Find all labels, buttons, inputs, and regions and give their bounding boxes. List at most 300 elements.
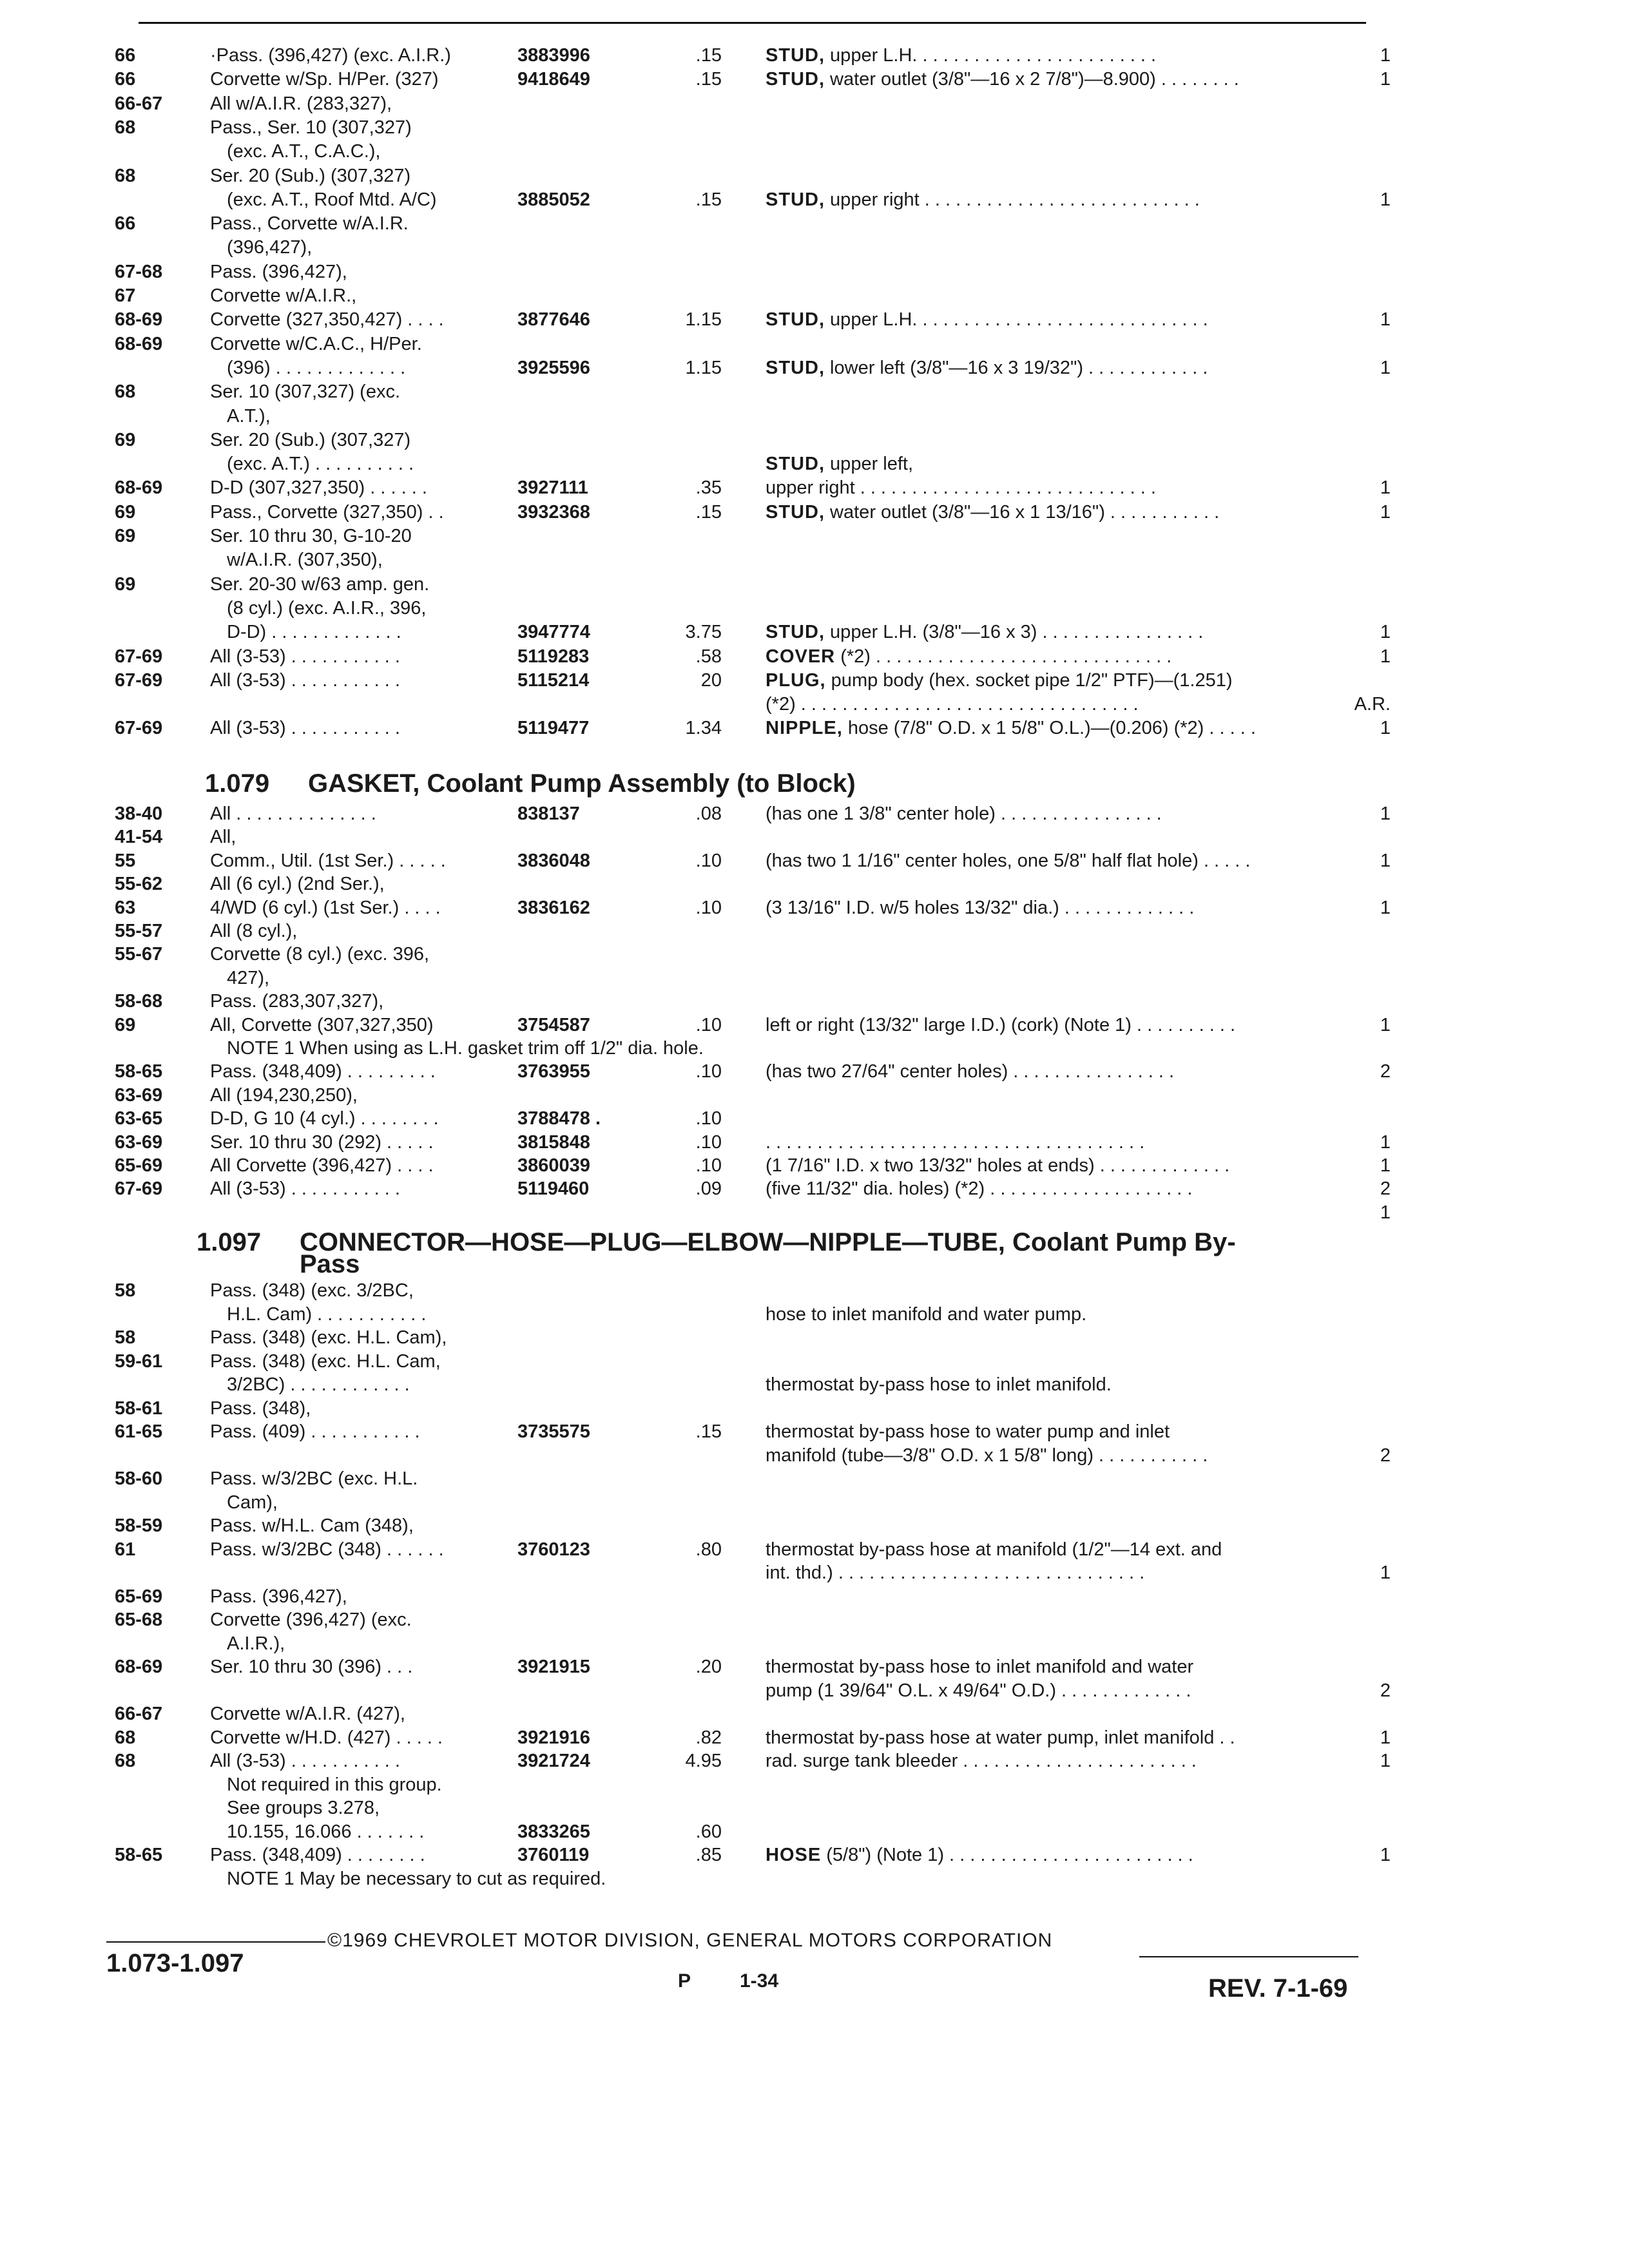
year-range: 68-69: [115, 309, 163, 331]
description: [766, 802, 1162, 825]
quantity: 1: [1380, 357, 1391, 378]
catalog-row: [0, 68, 1629, 91]
description-keyword: STUD,: [766, 309, 825, 331]
catalog-row: [0, 405, 1629, 428]
application: All . . . . . . . . . . . . . .: [210, 803, 376, 824]
application: A.I.R.),: [227, 1633, 285, 1654]
year-range: 66-67: [115, 1704, 163, 1724]
catalog-row: [0, 1843, 1629, 1867]
part-number: 3836162: [517, 897, 590, 918]
description: [766, 1655, 1193, 1678]
part-number: 3760119: [517, 1845, 590, 1865]
year-range: 69: [115, 501, 136, 523]
application: Ser. 10 thru 30, G-10-20: [210, 526, 412, 546]
application: Pass. (348) (exc. H.L. Cam),: [210, 1327, 447, 1348]
part-number: 3921916: [517, 1727, 590, 1748]
year-range: 66-67: [115, 93, 163, 114]
section-number: 1.079: [205, 769, 270, 798]
section-title: CONNECTOR—HOSE—PLUG—ELBOW—NIPPLE—TUBE, Coolant Pump By-: [300, 1228, 1236, 1256]
price: .20: [695, 1657, 722, 1677]
catalog-row: [0, 356, 1629, 380]
application: Pass. w/H.L. Cam (348),: [210, 1515, 414, 1536]
quantity: 1: [1380, 501, 1391, 523]
description: [766, 1726, 1235, 1749]
description-text: water outlet (3/8"—16 x 1 13/16") . . . . . . . . . . .: [825, 501, 1220, 523]
catalog-row: [0, 693, 1629, 716]
application: Cam),: [227, 1492, 278, 1513]
part-number: 3754587: [517, 1014, 590, 1035]
application: (396) . . . . . . . . . . . . .: [227, 357, 406, 378]
catalog-row: [0, 1773, 1629, 1796]
part-number: 3927111: [517, 477, 588, 499]
application: Pass., Ser. 10 (307,327): [210, 117, 412, 138]
catalog-row: [0, 116, 1629, 139]
application: 3/2BC) . . . . . . . . . . . .: [227, 1374, 410, 1395]
description: [766, 1444, 1208, 1467]
application: Pass. (348,409) . . . . . . . .: [210, 1845, 425, 1865]
part-number: 5119460: [517, 1178, 590, 1200]
catalog-row: [0, 1585, 1629, 1608]
description: [766, 44, 1156, 67]
catalog-row: [0, 1538, 1629, 1561]
catalog-row: [0, 501, 1629, 524]
year-range: 63: [115, 897, 136, 918]
year-range: 58-65: [115, 1061, 163, 1082]
description-keyword: STUD,: [766, 69, 825, 90]
price: .35: [695, 477, 722, 499]
year-range: 66: [115, 45, 136, 66]
description-text: (5/8") (Note 1) . . . . . . . . . . . . . . . . . . . . . . . .: [821, 1845, 1193, 1865]
catalog-row: [0, 1820, 1629, 1843]
description-text: thermostat by-pass hose at water pump, inlet manifold . .: [766, 1727, 1235, 1748]
catalog-row: [0, 1867, 1629, 1890]
catalog-row: [0, 476, 1629, 499]
description: [766, 716, 1256, 740]
application: Pass. (396,427),: [210, 261, 347, 282]
catalog-row: [0, 919, 1629, 943]
catalog-row: [0, 645, 1629, 668]
quantity: 1: [1380, 189, 1391, 210]
description-text: upper right . . . . . . . . . . . . . . . . . . . . . . . . . . .: [825, 189, 1200, 210]
quantity: 1: [1380, 1562, 1391, 1583]
quantity: 1: [1380, 622, 1391, 643]
catalog-row: [0, 1177, 1629, 1200]
part-number: 3763955: [517, 1061, 590, 1082]
description-keyword: STUD,: [766, 622, 825, 643]
catalog-row: [0, 1632, 1629, 1655]
application: Pass., Corvette w/A.I.R.: [210, 213, 409, 235]
catalog-row: [0, 1084, 1629, 1107]
description-text: thermostat by-pass hose to water pump and inlet: [766, 1421, 1170, 1442]
description-keyword: COVER: [766, 646, 836, 667]
catalog-row: [0, 1397, 1629, 1420]
description-keyword: STUD,: [766, 501, 825, 523]
application: w/A.I.R. (307,350),: [227, 550, 383, 571]
year-range: 67-69: [115, 646, 163, 667]
catalog-row: [0, 872, 1629, 896]
catalog-row: [0, 212, 1629, 235]
description: [766, 452, 913, 476]
catalog-row: [0, 380, 1629, 403]
catalog-row: [0, 332, 1629, 356]
year-range: 69: [115, 573, 136, 595]
catalog-row: [0, 1655, 1629, 1678]
description: [766, 896, 1194, 919]
part-number: 3760123: [517, 1539, 590, 1560]
application: Ser. 10 thru 30 (396) . . .: [210, 1657, 413, 1677]
part-number: 3932368: [517, 501, 590, 523]
year-range: 68: [115, 165, 136, 186]
part-number: 3735575: [517, 1421, 590, 1442]
description: [766, 1679, 1191, 1702]
application: Pass., Corvette (327,350) . .: [210, 501, 444, 523]
catalog-row: [0, 524, 1629, 548]
description: [766, 1538, 1222, 1561]
year-range: 67-68: [115, 261, 163, 282]
quantity: 2: [1380, 1061, 1391, 1082]
part-number: 3833265: [517, 1821, 590, 1842]
description-keyword: HOSE: [766, 1845, 822, 1865]
revision-date: REV. 7-1-69: [1208, 1974, 1348, 2003]
quantity: 1: [1380, 1131, 1391, 1153]
description-keyword: NIPPLE,: [766, 718, 843, 739]
description-text: (*2) . . . . . . . . . . . . . . . . . . . . . . . . . . . . . . . . .: [766, 694, 1139, 715]
catalog-row: [0, 966, 1629, 990]
quantity: 1: [1380, 850, 1391, 871]
description-text: lower left (3/8"—16 x 3 19/32") . . . . . . . . . . . .: [825, 357, 1208, 378]
description: [766, 1303, 1086, 1326]
price: 4.95: [685, 1751, 722, 1771]
quantity: 2: [1380, 1445, 1391, 1466]
price: .10: [695, 1061, 722, 1082]
application: H.L. Cam) . . . . . . . . . . .: [227, 1303, 427, 1325]
catalog-row: [0, 1467, 1629, 1490]
catalog-row: [0, 1201, 1629, 1224]
description: [766, 1843, 1193, 1867]
application: All Corvette (396,427) . . . .: [210, 1155, 434, 1176]
year-range: 68-69: [115, 333, 163, 354]
year-range: 58-65: [115, 1845, 163, 1865]
catalog-row: [0, 260, 1629, 284]
description: [766, 1177, 1192, 1200]
copyright: ©1969 CHEVROLET MOTOR DIVISION, GENERAL MOTORS CORPORATION: [327, 1930, 1053, 1951]
catalog-row: [0, 1107, 1629, 1130]
application: (exc. A.T., C.A.C.),: [227, 141, 381, 162]
application: Pass. (396,427),: [210, 1586, 347, 1607]
application: Ser. 10 (307,327) (exc.: [210, 381, 400, 403]
description: [766, 68, 1239, 91]
price: .15: [695, 189, 722, 210]
catalog-row: [0, 1491, 1629, 1514]
catalog-row: [0, 1279, 1629, 1302]
part-number: 3921915: [517, 1657, 590, 1677]
description-text: thermostat by-pass hose at manifold (1/2"—14 ext. and: [766, 1539, 1222, 1560]
description-text: (has one 1 3/8" center hole) . . . . . . . . . . . . . . . .: [766, 803, 1162, 824]
description-text: upper L.H. . . . . . . . . . . . . . . . . . . . . . . . . . . . .: [825, 309, 1208, 331]
description: [766, 620, 1203, 644]
quantity: 2: [1380, 1680, 1391, 1701]
quantity: 1: [1380, 477, 1391, 499]
year-range: 69: [115, 526, 136, 546]
price: .15: [695, 501, 722, 523]
catalog-row: [0, 44, 1629, 67]
catalog-row: [0, 896, 1629, 919]
quantity: 1: [1380, 718, 1391, 739]
application: Corvette w/A.I.R. (427),: [210, 1704, 405, 1724]
year-range: 58-61: [115, 1398, 163, 1419]
application: Comm., Util. (1st Ser.) . . . . .: [210, 850, 446, 871]
description-text: pump (1 39/64" O.L. x 49/64" O.D.) . . . . . . . . . . . . .: [766, 1680, 1191, 1701]
catalog-row: [0, 1702, 1629, 1725]
quantity: 1: [1380, 45, 1391, 66]
part-number: 5115214: [517, 669, 590, 691]
description: [766, 308, 1208, 331]
description-text: (*2) . . . . . . . . . . . . . . . . . . . . . . . . . . . . .: [835, 646, 1172, 667]
price: .10: [695, 1155, 722, 1176]
application: Pass. (348) (exc. 3/2BC,: [210, 1280, 414, 1301]
description-text: (has two 27/64" center holes) . . . . . . . . . . . . . . . .: [766, 1061, 1175, 1082]
catalog-row: [0, 669, 1629, 692]
part-number: 3860039: [517, 1155, 590, 1176]
description-text: int. thd.) . . . . . . . . . . . . . . . . . . . . . . . . . . . . . .: [766, 1562, 1145, 1583]
part-number: 9418649: [517, 69, 590, 90]
application: Pass. (409) . . . . . . . . . . .: [210, 1421, 420, 1442]
part-number: 5119283: [517, 646, 590, 667]
description: [766, 1420, 1170, 1443]
catalog-row: [0, 452, 1629, 476]
year-range: 55-67: [115, 944, 163, 965]
catalog-row: [0, 716, 1629, 740]
application: Not required in this group.: [227, 1774, 442, 1795]
part-number: 3788478 .: [517, 1108, 601, 1129]
catalog-row: [0, 1749, 1629, 1773]
catalog-row: [0, 1154, 1629, 1177]
price: 1.15: [685, 357, 722, 378]
year-range: 61: [115, 1539, 136, 1560]
year-range: 61-65: [115, 1421, 163, 1442]
catalog-row: [0, 140, 1629, 163]
application: All (3-53) . . . . . . . . . . .: [210, 1178, 400, 1200]
application: Ser. 20-30 w/63 amp. gen.: [210, 573, 430, 595]
quantity: 1: [1380, 897, 1391, 918]
catalog-row: [0, 1350, 1629, 1373]
application: All, Corvette (307,327,350): [210, 1014, 434, 1035]
application: Corvette (396,427) (exc.: [210, 1610, 412, 1630]
application: All (3-53) . . . . . . . . . . .: [210, 646, 400, 667]
application: D-D) . . . . . . . . . . . . .: [227, 622, 401, 643]
catalog-row: [0, 308, 1629, 331]
price: 1.34: [685, 718, 722, 739]
year-range: 67-69: [115, 718, 163, 739]
catalog-row: [0, 428, 1629, 452]
quantity: 1: [1380, 1751, 1391, 1771]
quantity: 1: [1380, 69, 1391, 90]
price: .09: [695, 1178, 722, 1200]
application: ·Pass. (396,427) (exc. A.I.R.): [210, 45, 451, 66]
catalog-row: [0, 990, 1629, 1013]
description: [766, 476, 1156, 499]
catalog-row: [0, 1303, 1629, 1326]
description-text: hose (7/8" O.D. x 1 5/8" O.L.)—(0.206) (*2) . . . . .: [842, 718, 1256, 739]
application: 427),: [227, 967, 270, 988]
part-number: 3836048: [517, 850, 590, 871]
year-range: 63-65: [115, 1108, 163, 1129]
page-number: 1-34: [740, 1970, 779, 1992]
year-range: 68-69: [115, 1657, 163, 1677]
description-text: (3 13/16" I.D. w/5 holes 13/32" dia.) . . . . . . . . . . . . .: [766, 897, 1195, 918]
description-text: (1 7/16" I.D. x two 13/32" holes at ends) . . . . . . . . . . . . .: [766, 1155, 1230, 1176]
description-text: pump body (hex. socket pipe 1/2" PTF)—(1.251): [825, 669, 1233, 691]
price: 20: [700, 669, 722, 691]
section-number: 1.097: [197, 1228, 262, 1256]
application: Pass. (348,409) . . . . . . . . .: [210, 1061, 436, 1082]
application: (exc. A.T., Roof Mtd. A/C): [227, 189, 437, 210]
description: [766, 1749, 1197, 1773]
price: .15: [695, 69, 722, 90]
year-range: 68: [115, 381, 136, 403]
catalog-row: [0, 236, 1629, 259]
price: 3.75: [685, 622, 722, 643]
description-keyword: PLUG,: [766, 669, 826, 691]
application: Pass. w/3/2BC (348) . . . . . .: [210, 1539, 444, 1560]
catalog-row: [0, 573, 1629, 596]
footer-rule-right: [1139, 1956, 1358, 1957]
year-range: 67-69: [115, 1178, 163, 1200]
catalog-row: [0, 1373, 1629, 1396]
year-range: 66: [115, 213, 136, 235]
catalog-row: [0, 620, 1629, 644]
application: Corvette (8 cyl.) (exc. 396,: [210, 944, 430, 965]
quantity: 1: [1380, 1727, 1391, 1748]
catalog-row: [0, 1514, 1629, 1537]
catalog-row: [0, 1796, 1629, 1820]
catalog-row: [0, 597, 1629, 620]
catalog-row: [0, 825, 1629, 849]
application: Pass. (348) (exc. H.L. Cam,: [210, 1350, 441, 1372]
description-text: (five 11/32" dia. holes) (*2) . . . . . . . . . . . . . . . . . . . .: [766, 1178, 1193, 1200]
quantity: 1: [1380, 1845, 1391, 1865]
application: (396,427),: [227, 237, 313, 258]
year-range: 65-69: [115, 1586, 163, 1607]
part-number: 3877646: [517, 309, 590, 331]
page-range: 1.073-1.097: [106, 1949, 244, 1977]
application: Pass. (283,307,327),: [210, 991, 384, 1012]
description: [766, 356, 1208, 380]
application: NOTE 1 May be necessary to cut as required.: [227, 1868, 606, 1889]
year-range: 55-57: [115, 921, 163, 941]
description: [766, 669, 1233, 692]
application: (exc. A.T.) . . . . . . . . . .: [227, 454, 414, 475]
year-range: 41-54: [115, 827, 163, 848]
year-range: 66: [115, 69, 136, 90]
catalog-row: [0, 1060, 1629, 1083]
price: .10: [695, 897, 722, 918]
application: D-D, G 10 (4 cyl.) . . . . . . . .: [210, 1108, 439, 1129]
catalog-row: [0, 802, 1629, 825]
application: See groups 3.278,: [227, 1798, 380, 1818]
year-range: 69: [115, 429, 136, 450]
year-range: 65-69: [115, 1155, 163, 1176]
application: Corvette (327,350,427) . . . .: [210, 309, 444, 331]
part-number: 3947774: [517, 622, 590, 643]
year-range: 67-69: [115, 669, 163, 691]
price: .58: [695, 646, 722, 667]
year-range: 58: [115, 1327, 136, 1348]
application: Corvette w/A.I.R.,: [210, 285, 357, 306]
description: [766, 1014, 1235, 1037]
price: .60: [695, 1821, 722, 1842]
description: [766, 1131, 1144, 1154]
quantity: 1: [1380, 803, 1391, 824]
year-range: 55: [115, 850, 136, 871]
part-number: 3815848: [517, 1131, 590, 1153]
price: .10: [695, 850, 722, 871]
application: All (3-53) . . . . . . . . . . .: [210, 669, 400, 691]
year-range: 55-62: [115, 874, 163, 895]
description: [766, 1373, 1112, 1396]
price: .10: [695, 1131, 722, 1153]
catalog-row: [0, 1561, 1629, 1584]
description: [766, 501, 1219, 524]
description-text: upper L.H. (3/8"—16 x 3) . . . . . . . . . . . . . . . .: [825, 622, 1204, 643]
footer-rule-left: [106, 1941, 325, 1943]
section-title-cont: Pass: [300, 1250, 360, 1278]
catalog-row: [0, 943, 1629, 966]
year-range: 58-59: [115, 1515, 163, 1536]
application: Corvette w/Sp. H/Per. (327): [210, 69, 439, 90]
description: [766, 849, 1250, 872]
description: [766, 693, 1139, 716]
application: Pass. w/3/2BC (exc. H.L.: [210, 1468, 418, 1489]
description-text: . . . . . . . . . . . . . . . . . . . . . . . . . . . . . . . . . . . . .: [766, 1131, 1145, 1153]
part-number: 838137: [517, 803, 580, 824]
price: .10: [695, 1108, 722, 1129]
application: All (3-53) . . . . . . . . . . .: [210, 1751, 400, 1771]
catalog-row: [0, 1037, 1629, 1060]
description-text: left or right (13/32" large I.D.) (cork) (Note 1) . . . . . . . . . .: [766, 1014, 1236, 1035]
part-number: 3925596: [517, 357, 590, 378]
application: All (6 cyl.) (2nd Ser.),: [210, 874, 385, 895]
description-text: thermostat by-pass hose to inlet manifold and water: [766, 1657, 1194, 1677]
catalog-row: [0, 1726, 1629, 1749]
application: A.T.),: [227, 405, 271, 427]
description-text: upper left,: [825, 454, 914, 475]
catalog-row: [0, 1608, 1629, 1631]
catalog-row: [0, 1444, 1629, 1467]
description-text: upper right . . . . . . . . . . . . . . . . . . . . . . . . . . . . .: [766, 477, 1156, 499]
part-number: 3885052: [517, 189, 590, 210]
price: .82: [695, 1727, 722, 1748]
description-keyword: STUD,: [766, 45, 825, 66]
application: NOTE 1 When using as L.H. gasket trim off 1/2" dia. hole.: [227, 1038, 704, 1059]
application: All w/A.I.R. (283,327),: [210, 93, 392, 114]
price: .85: [695, 1845, 722, 1865]
description: [766, 1154, 1229, 1177]
description-text: water outlet (3/8"—16 x 2 7/8")—8.900) . . . . . . . .: [825, 69, 1239, 90]
description: [766, 1060, 1174, 1083]
year-range: 68: [115, 1727, 136, 1748]
year-range: 58-68: [115, 991, 163, 1012]
part-number: 3883996: [517, 45, 590, 66]
year-range: 69: [115, 1014, 136, 1035]
catalog-row: [0, 284, 1629, 307]
application: Ser. 20 (Sub.) (307,327): [210, 429, 411, 450]
description-keyword: STUD,: [766, 189, 825, 210]
part-number: 3921724: [517, 1751, 590, 1771]
price: 1.15: [685, 309, 722, 331]
application: 4/WD (6 cyl.) (1st Ser.) . . . .: [210, 897, 441, 918]
quantity: 1: [1380, 646, 1391, 667]
